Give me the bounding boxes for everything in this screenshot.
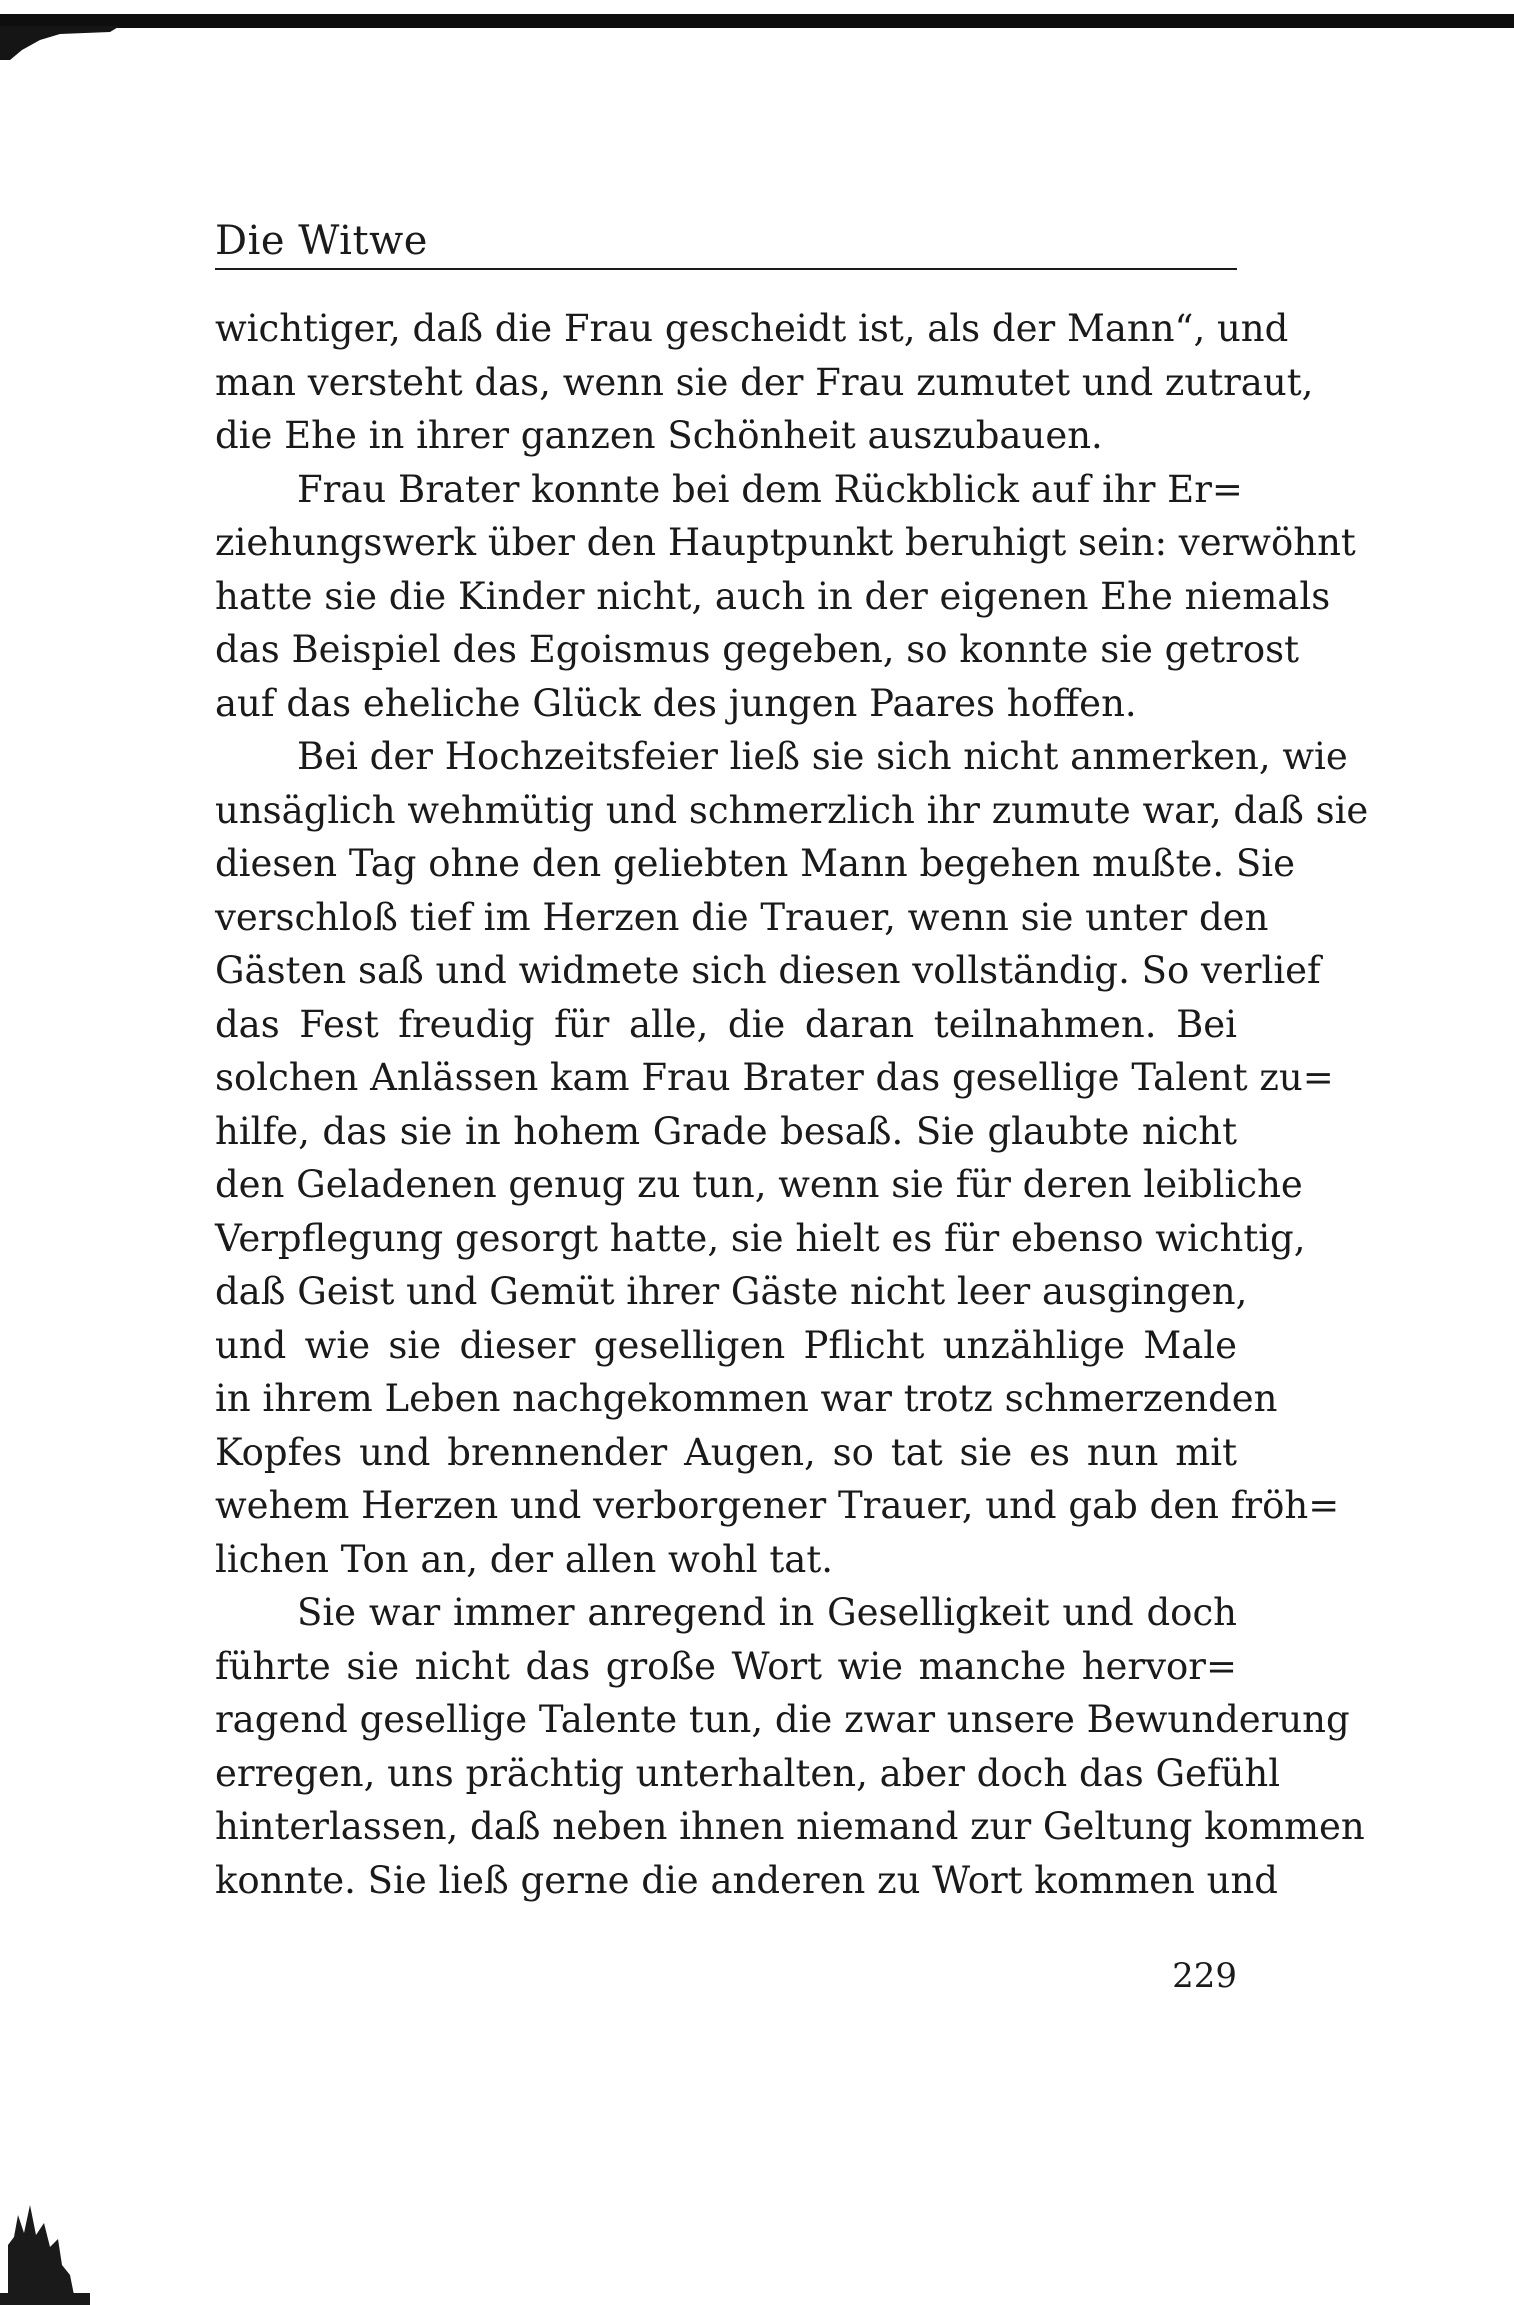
text-line: ragend gesellige Talente tun, die zwar unsere Bewunderung [215, 1698, 1350, 1741]
text-line: und wie sie dieser geselligen Pflicht unzählige Male [215, 1323, 1237, 1367]
text-line: wichtiger, daß die Frau gescheidt ist, als der Mann“, und [215, 307, 1289, 350]
text-line: hinterlassen, daß neben ihnen niemand zur Geltung kommen [215, 1805, 1365, 1848]
text-line: ziehungswerk über den Hauptpunkt beruhigt sein: verwöhnt [215, 521, 1356, 564]
text-line: Bei der Hochzeitsfeier ließ sie sich nicht anmerken, wie [297, 735, 1348, 778]
text-line: solchen Anlässen kam Frau Brater das gesellige Talent zu= [215, 1056, 1334, 1099]
scan-edge-bar [0, 14, 1514, 28]
text-line: Verpflegung gesorgt hatte, sie hielt es für ebenso wichtig, [215, 1216, 1306, 1260]
scan-blot-mark [0, 2175, 90, 2305]
text-line: Kopfes und brennender Augen, so tat sie es nun mit [215, 1430, 1237, 1474]
text-line: konnte. Sie ließ gerne die anderen zu Wort kommen und [215, 1858, 1278, 1902]
text-line: lichen Ton an, der allen wohl tat. [215, 1537, 833, 1581]
body-text [215, 302, 1369, 1907]
text-line: hatte sie die Kinder nicht, auch in der eigenen Ehe niemals [215, 574, 1331, 618]
text-line: daß Geist und Gemüt ihrer Gäste nicht leer ausgingen, [215, 1270, 1248, 1313]
text-line: man versteht das, wenn sie der Frau zumutet und zutraut, [215, 360, 1314, 404]
text-line: die Ehe in ihrer ganzen Schönheit auszubauen. [215, 414, 1103, 457]
text-line: führte sie nicht das große Wort wie manche hervor= [215, 1644, 1237, 1688]
text-line: Gästen saß und widmete sich diesen vollständig. So verlief [215, 949, 1321, 992]
text-line: verschloß tief im Herzen die Trauer, wenn sie unter den [215, 895, 1269, 939]
text-line: den Geladenen genug zu tun, wenn sie für deren leibliche [215, 1163, 1303, 1206]
text-line: wehem Herzen und verborgener Trauer, und gab den fröh= [215, 1484, 1340, 1527]
text-line: das Fest freudig für alle, die daran teilnahmen. Bei [215, 1002, 1237, 1046]
running-head: Die Witwe [215, 218, 428, 264]
text-line: in ihrem Leben nachgekommen war trotz schmerzenden [215, 1377, 1278, 1420]
text-line: unsäglich wehmütig und schmerzlich ihr zumute war, daß sie [215, 788, 1369, 832]
text-line: hilfe, das sie in hohem Grade besaß. Sie glaubte nicht [215, 1109, 1237, 1153]
text-line: Sie war immer anregend in Geselligkeit und doch [297, 1591, 1237, 1634]
text-line: Frau Brater konnte bei dem Rückblick auf ihr Er= [297, 467, 1243, 511]
header-rule [215, 268, 1237, 270]
text-line: das Beispiel des Egoismus gegeben, so konnte sie getrost [215, 628, 1299, 671]
text-line: auf das eheliche Glück des jungen Paares hoffen. [215, 681, 1137, 725]
scan-corner-mark [0, 26, 120, 60]
text-line: erregen, uns prächtig unterhalten, aber doch das Gefühl [215, 1751, 1281, 1795]
page-number: 229 [1172, 1956, 1237, 1996]
text-line: diesen Tag ohne den geliebten Mann begehen mußte. Sie [215, 842, 1295, 885]
